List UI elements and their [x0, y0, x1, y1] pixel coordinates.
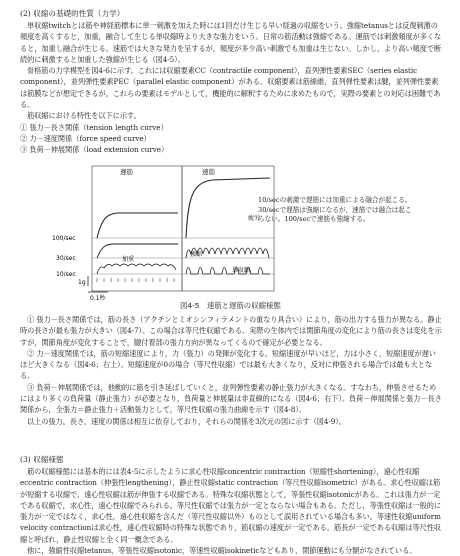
paragraph: 骨格筋の力学模型を図4-6に示す。これには収縮要素CC（contractile component），直列弾性要素SEC（series elastic component），並列弾性要素PEC（parallel elastic component）がある。収縮要素は筋線維，直列弾性要素は腱，並列弾性要素は筋膜などが想定できるが，これらの要素はモデルとして，機能的に解釈するために求めたもので，実際の要素との対応は困難である。: [20, 66, 441, 110]
list-item: ② 力－速度関係（force speed curve）: [20, 133, 151, 143]
slow-10-curve: [97, 264, 176, 274]
section2-body: [20, 20, 442, 156]
paragraph: ① 張力－長さ関係では，筋の長さ（アクチンとミオシンフィラメントの重なり具合い）により，筋の出力する張力が異なる。静止時の長さが最も張力が大きい（図4-7）。この場合は等尺性収縮である。実際の生体内では関節角度の変化により筋の長さは変化を示すが，関節角度が変化することで，腱付着部の張力方向が異なってくるので確定が必要となる。: [20, 315, 442, 347]
paragraph: ③ 負荷－伸展関係では，他動的に筋を引き延ばしていくと，並列弾性要素の静止張力が大きくなる。すなわち，伸張させるためにはより多くの負荷量（静止張力）が必要となり，負荷量と伸展量は非直線的になる（図4-6；右下）。負荷－伸展関係と張力－長さ関係から，全張力＝静止張力＋活動張力として，等尺性収縮の張力曲線を示す（図4-8）。: [20, 382, 442, 415]
label-summation: 加重: [122, 256, 135, 263]
paragraph: 筋の収縮様態には基本的には表4-5に示したように求心性収縮concentric contraction（短縮性shortening），遠心性収縮eccentric contraction（伸張性lengthening），静止性収縮static contraction（等尺性収縮isometric）がある。求心性収縮は筋が短縮する収縮で，遠心性収縮は筋が伸張する収縮である。特殊な収縮状態として，等張性収縮isotonicがある。これは張力が一定である収縮で，求心性，遠心性収縮でみられる。等尺性収縮では張力が一定とならない場合もある。ただし，等張性収縮は一般的に張力が一定ではなく，求心性，遠心性収縮を含んだ（等尺性収縮以外）ものとして誤用されている場合も多い。等速性収縮uniform velocity contractionは求心性，遠心性収縮時の特殊な状態であり，筋収縮の速度が一定である。筋長が一定である収縮は等尺性収縮と呼ばれ，静止性収縮と全く同一概念である。: [20, 467, 442, 544]
ylabel-10: 10/sec: [56, 271, 76, 278]
ylabel-30: 30/sec: [56, 255, 76, 262]
slow-30-curve: [97, 244, 178, 258]
section3-body: [20, 466, 442, 556]
label-tetanus: 強縮: [190, 251, 203, 258]
paragraph: 単収縮twitchとは筋や神経筋標本に単一刺激を加えた時には1回だけ生じる早い経過の収縮をいう。強縮tetanusとは反復刺激の頻度を高くすると，加重，融合して生じる単収縮時より大きな張力をいう。日常の筋活動は強縮である。運筋では刺激頻度が多くなると，加重し融合が生じる。速筋では大きな発力を呈するが，頻度が多少高い刺激でも加重は生じない。しかし，より高い頻度で断続的に刺激すると加重した強縮が生じる（図4-5）。: [20, 21, 442, 64]
paragraph: ② 力－速度関係では，筋の短縮速度により，力（張力）の発揮が変化する。短縮速度が早いほど，力は小さく，短縮速度が遅いほど大きくなる（図4-6；右上）。短縮速度が0の場合（等尺性収縮）では最も大きくなり，反対に伸張される場合では最も大となる。: [20, 348, 436, 381]
paragraph: 他に，強縮性収縮tetanus，等張性収縮isotonic，等速性収縮isokineticなどもあり，関節運動にも分類がなされている。: [27, 546, 417, 556]
label-fatigue: 疲労: [248, 215, 261, 222]
paragraph: 以上の張力，長さ，速度の関係は相互に依存しており，それらの関係を3次元の図に示す（図4-9）。: [27, 416, 346, 426]
list-item: ③ 負荷－伸展関係（load extension curve）: [20, 145, 169, 155]
figure-caption: 図4-5 速筋と遅筋の収縮様態: [180, 301, 281, 310]
scale-g-label: 1g: [78, 279, 86, 286]
section2b-body: [20, 314, 442, 427]
label-twitch: 単収縮: [232, 267, 251, 274]
fast-panel: [182, 166, 274, 291]
ylabel-100: 100/sec: [52, 235, 76, 242]
label-fast: 速筋: [202, 168, 215, 176]
fast-10-curve: [186, 268, 270, 275]
paragraph: 筋収縮における特性を以下に示す。: [27, 111, 141, 121]
slow-panel: [92, 166, 182, 291]
section-heading: (2) 収縮の基礎的性質（力学）: [20, 9, 125, 18]
section-heading: (3) 収縮様態: [20, 455, 64, 464]
figure-4-5: [42, 158, 442, 338]
scale-time-label: 0.1秒: [90, 295, 106, 302]
label-slow: 遅筋: [120, 168, 133, 176]
list-item: ① 張力－長さ関係（tension length curve）: [20, 122, 168, 132]
figure-note: 10/secの刺激で遅筋には加重による融合が起こる。30/secで遅筋は強縮になるが，速筋では融合は起こらない。100/secで速筋も強縮する。: [258, 196, 412, 223]
slow-tetanus-curve: [97, 213, 178, 238]
